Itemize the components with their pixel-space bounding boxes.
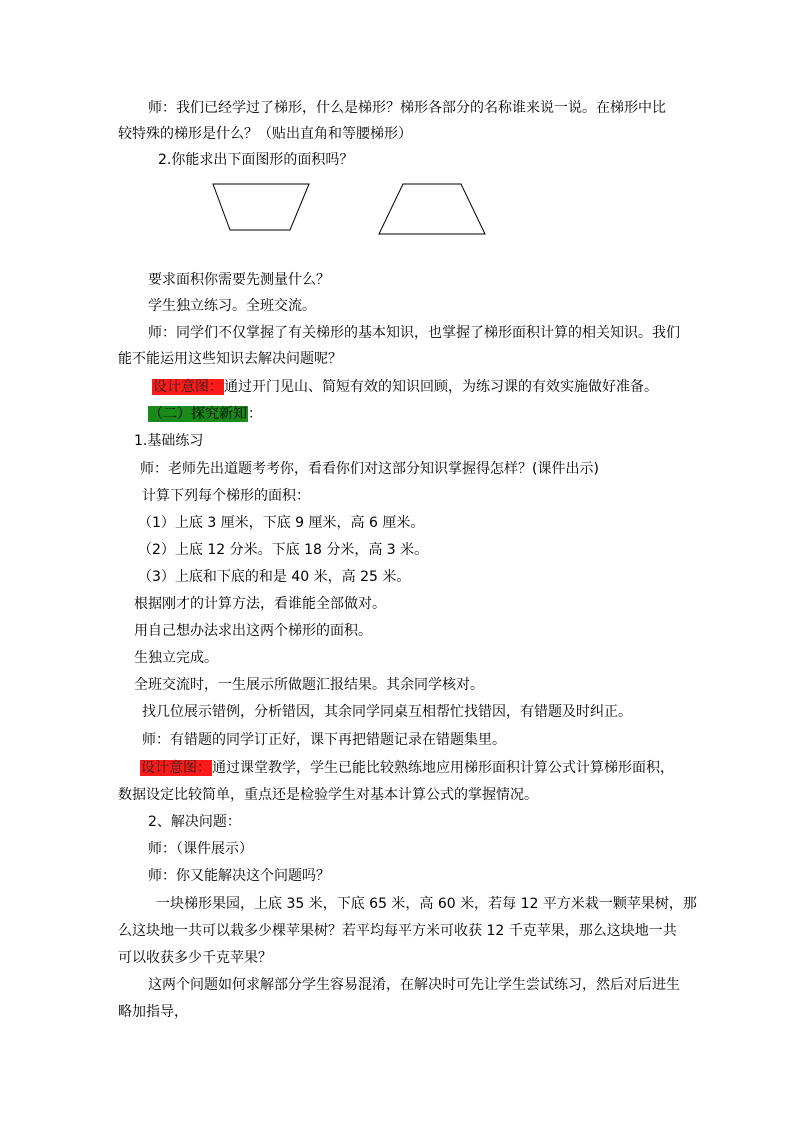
note-line-2: 略加指导， [118,1004,188,1020]
problem-line-3: 可以收获多少千克苹果？ [118,950,272,966]
measure-question: 要求面积你需要先测量什么？ [148,272,330,288]
teacher-line-1: 师：同学们不仅掌握了有关梯形的基本知识，也掌握了梯形面积计算的相关知识。我们 [148,325,680,341]
problem-line-2: 么这块地一共可以栽多少棵苹果树？若平均每平方米可收获 12 千克苹果，那么这块地一共 [118,923,677,939]
basic-line-1: 师：老师先出道题考考你，看看你们对这部分知识掌握得怎样？(课件出示) [140,461,599,477]
teacher-line-2: 能不能运用这些知识去解决问题呢？ [118,351,342,367]
solve-heading: 2、解决问题： [148,814,241,830]
intro-line-2: 较特殊的梯形是什么？（贴出直角和等腰梯形） [118,126,412,142]
design-intent-text: 通过开门见山、简短有效的知识回顾，为练习课的有效实施做好准备。 [224,379,658,395]
basic-line-2: 计算下列每个梯形的面积： [142,488,310,504]
basic-line-6: 全班交流时，一生展示所做题汇报结果。其余同学核对。 [134,677,484,693]
basic-line-5: 生独立完成。 [134,650,218,666]
design-intent-2 [140,758,674,778]
section-heading-2: （二）探究新知： [149,406,262,422]
problem-line-1: 一块梯形果园，上底 35 米，下底 65 米，高 60 米，若每 12 平方米栽一颗苹果树，那 [156,896,697,912]
trapezoid-figure-2 [377,182,489,238]
exercise-item: （2）上底 12 分米。下底 18 分米，高 3 米。 [138,542,429,558]
trapezoid-figure-1 [212,182,312,234]
independent-practice: 学生独立练习。全班交流。 [148,298,316,314]
solve-line-2: 师：你又能解决这个问题吗？ [148,868,330,884]
design-intent-2-line-2: 数据设定比较简单，重点还是检验学生对基本计算公式的掌握情况。 [118,787,538,803]
basic-line-4: 用自己想办法求出这两个梯形的面积。 [134,623,372,639]
question-2: 2.你能求出下面图形的面积吗？ [158,152,354,168]
design-intent-1 [152,377,658,397]
basic-line-3: 根据刚才的计算方法，看谁能全部做对。 [134,596,386,612]
note-line-1: 这两个问题如何求解部分学生容易混淆，在解决时可先让学生尝试练习，然后对后进生 [148,977,680,993]
solve-line-1: 师：（课件展示） [148,841,253,857]
exercise-item: （1）上底 3 厘米，下底 9 厘米，高 6 厘米。 [138,515,425,531]
design-intent-tag: 设计意图： [153,379,223,395]
basic-line-7: 找几位展示错例，分析错因，其余同学同桌互相帮忙找错因，有错题及时纠正。 [142,704,632,720]
design-intent-tag: 设计意图： [141,760,211,776]
design-intent-text: 通过课堂教学，学生已能比较熟练地应用梯形面积计算公式计算梯形面积， [212,760,674,776]
basic-line-8: 师：有错题的同学订正好，课下再把错题记录在错题集里。 [142,732,506,748]
exercise-item: （3）上底和下底的和是 40 米，高 25 米。 [138,569,411,585]
intro-line-1: 师：我们已经学过了梯形，什么是梯形？梯形各部分的名称谁来说一说。在梯形中比 [148,100,666,116]
basic-practice-heading: 1.基础练习 [134,433,204,449]
section-tag: （二）探究新知 [149,406,247,422]
